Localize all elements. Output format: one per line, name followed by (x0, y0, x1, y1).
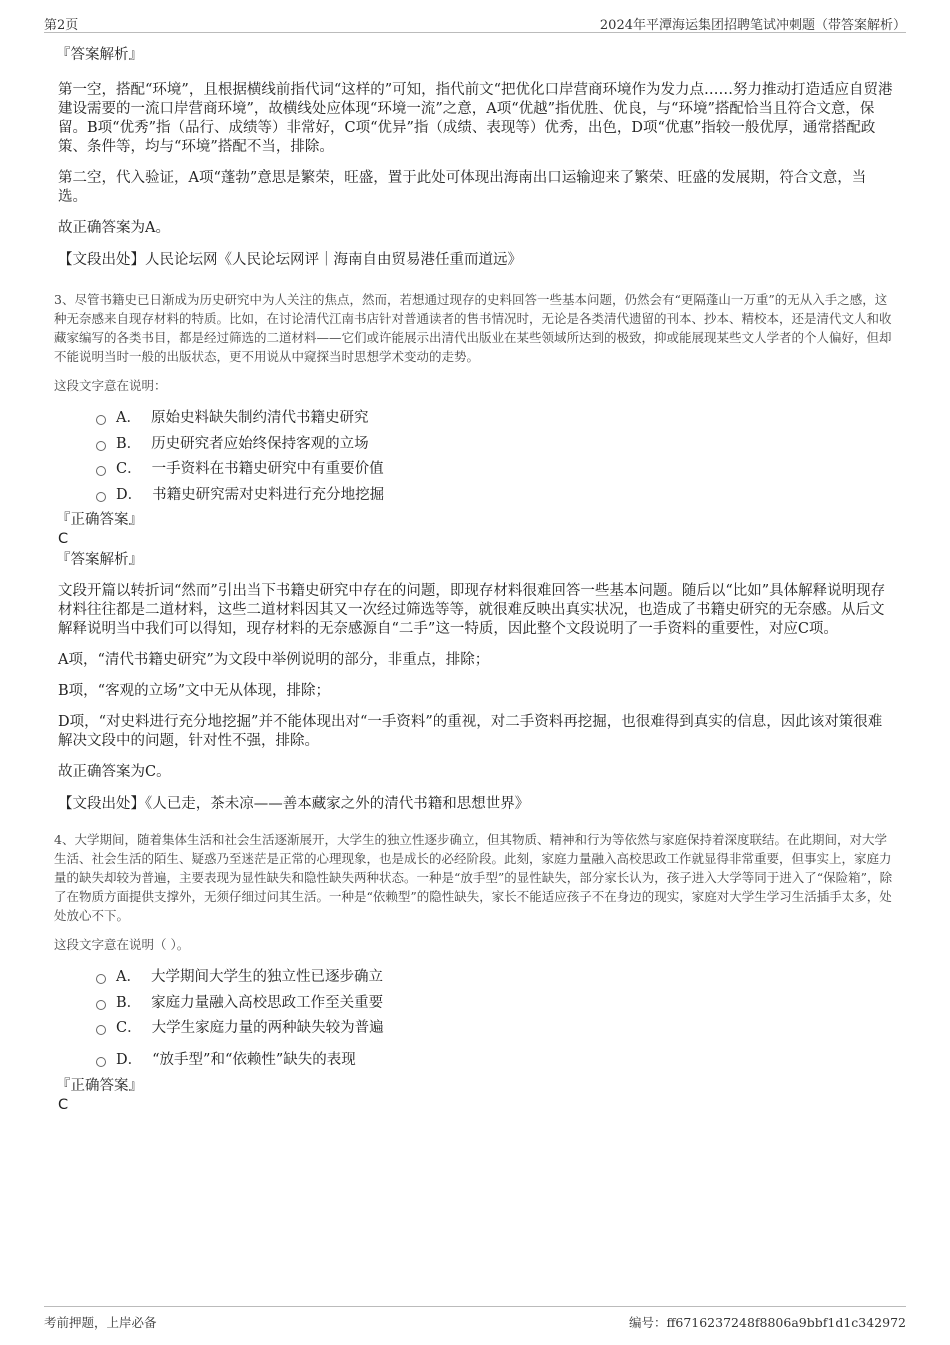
document-serial: 编号：ff6716237248f8806a9bbf1d1c342972 (628, 1315, 906, 1330)
option-b[interactable] (96, 993, 894, 1013)
analysis-paragraph: 故正确答案为C。 (58, 764, 171, 780)
question-4-text: 4、大学期间，随着集体生活和社会生活逐渐展开，大学生的独立性逐步确立，但其物质、精神和行为等依然与家庭保持着深度联结。在此期间，对大学生活、社会生活的陌生、疑惑乃至迷茫是正常的心理现象，也是成长的必经阶段。此刻，家庭力量融入高校思政工作就显得非常重要，但事实上，家庭力量的缺失却较为普遍，主要表现为显性缺失和隐性缺失两种状态。一种是“放手型”的显性缺失，部分家长认为，孩子进入大学等同于进入了“保险箱”，除了在物质方面提供支撑外，无须仔细过问其生活。一种是“依赖型”的隐性缺失，家长不能适应孩子不在身边的现实，家庭对大学生学习生活插手太多，处处放心不下。 (54, 832, 893, 923)
radio-icon[interactable] (96, 1000, 106, 1010)
option-letter: D． (116, 486, 143, 503)
question-3-prompt: 这段文字意在说明： (54, 378, 167, 393)
analysis-paragraph: 故正确答案为A。 (58, 220, 170, 236)
page-footer (44, 1306, 906, 1331)
option-c[interactable] (96, 459, 894, 479)
analysis-paragraph: A项，“清代书籍史研究”为文段中举例说明的部分，非重点，排除； (58, 652, 490, 668)
option-letter: C． (116, 461, 142, 477)
radio-icon[interactable] (96, 492, 106, 502)
analysis-heading: 『答案解析』 (56, 47, 143, 63)
option-text: 历史研究者应始终保持客观的立场 (151, 435, 369, 452)
analysis-paragraph: 第一空，搭配“环境”，且根据横线前指代词“这样的”可知，指代前文“把优化口岸营商环境作为发力点……努力推动打造适应自贸港建设需要的一流口岸营商环境”，故横线处应体现“环境一流”之意，A项“优越”指优胜、优良，与“环境”搭配恰当且符合文意，保留。B项“优秀”指（品行、成绩等）非常好，C项“优异”指（成绩、表现等）优秀，出色，D项“优惠”指较一般优厚，通常搭配政策、条件等，均与“环境”搭配不当，排除。 (58, 82, 893, 155)
question-4-options (96, 967, 894, 1070)
source-citation: 【文段出处】《人已走，茶未凉——善本藏家之外的清代书籍和思想世界》 (58, 796, 530, 812)
correct-answer-heading: 『正确答案』 (56, 1077, 143, 1094)
option-text: 原始史料缺失制约清代书籍史研究 (150, 410, 369, 426)
document-body (56, 45, 894, 1116)
option-text: “放手型”和“依赖性”缺失的表现 (152, 1052, 356, 1068)
radio-icon[interactable] (96, 1057, 106, 1067)
question-3-text: 3、尽管书籍史已日渐成为历史研究中为人关注的焦点，然而，若想通过现存的史料回答一些基本问题，仍然会有“更隔蓬山一万重”的无从入手之感，这种无奈感来自现存材料的特质。比如，在讨论清代江南书店针对普通读者的售书情况时，无论是各类清代遗留的刊本、抄本、精校本，还是清代文人和收藏家编写的各类书目，都是经过筛选的二道材料——它们或许能展示出清代出版业在某些领域所达到的极致，抑或能展现某些文人学者的个人偏好，但却不能说明当时一般的出版状态，更不用说从中窥探当时思想学术变动的走势。 (54, 292, 892, 364)
option-letter: B． (116, 994, 142, 1011)
page-number: 第2页 (44, 18, 79, 33)
option-text: 一手资料在书籍史研究中有重要价值 (151, 461, 384, 477)
option-letter: B． (116, 435, 142, 452)
correct-answer: C (58, 1096, 69, 1113)
correct-answer: C (58, 531, 69, 547)
option-b[interactable] (96, 434, 894, 454)
option-a[interactable] (96, 408, 894, 428)
option-d[interactable] (96, 1050, 894, 1070)
option-letter: D． (116, 1052, 143, 1068)
option-d[interactable] (96, 485, 894, 505)
analysis-paragraph: D项，“对史料进行充分地挖掘”并不能体现出对“一手资料”的重视，对二手资料再挖掘，也很难得到真实的信息，因此该对策很难解决文段中的问题，针对性不强，排除。 (58, 714, 883, 749)
correct-answer-heading: 『正确答案』 (56, 512, 143, 528)
radio-icon[interactable] (96, 466, 106, 476)
option-letter: C． (116, 1020, 142, 1036)
question-4-prompt: 这段文字意在说明（ ）。 (54, 937, 190, 952)
footer-slogan: 考前押题，上岸必备 (44, 1315, 157, 1330)
document-title: 2024年平潭海运集团招聘笔试冲刺题（带答案解析） (599, 18, 906, 33)
radio-icon[interactable] (96, 415, 106, 425)
source-citation: 【文段出处】人民论坛网《人民论坛网评｜海南自由贸易港任重而道远》 (58, 252, 522, 268)
analysis-heading: 『答案解析』 (56, 552, 143, 568)
option-a[interactable] (96, 967, 894, 987)
radio-icon[interactable] (96, 1025, 106, 1035)
radio-icon[interactable] (96, 974, 106, 984)
radio-icon[interactable] (96, 441, 106, 451)
option-letter: A． (116, 410, 141, 426)
question-3-options (96, 408, 894, 505)
option-text: 大学期间大学生的独立性已逐步确立 (150, 969, 383, 985)
option-c[interactable] (96, 1018, 894, 1038)
analysis-paragraph: 第二空，代入验证，A项“蓬勃”意思是繁荣，旺盛，置于此处可体现出海南出口运输迎来了繁荣、旺盛的发展期，符合文意，当选。 (58, 170, 867, 205)
analysis-paragraph: 文段开篇以转折词“然而”引出当下书籍史研究中存在的问题，即现存材料很难回答一些基本问题。随后以“比如”具体解释说明现存材料往往都是二道材料，这些二道材料因其又一次经过筛选等等，就很难反映出真实状况，也造成了书籍史研究的无奈感。从后文解释说明当中我们可以得知，现存材料的无奈感源自“二手”这一特质，因此整个文段说明了一手资料的重要性，对应C项。 (58, 583, 886, 637)
option-letter: A． (116, 969, 141, 985)
analysis-paragraph: B项，“客观的立场”文中无从体现，排除； (58, 683, 330, 699)
option-text: 书籍史研究需对史料进行充分地挖掘 (152, 486, 385, 503)
option-text: 家庭力量融入高校思政工作至关重要 (151, 994, 384, 1011)
option-text: 大学生家庭力量的两种缺失较为普遍 (151, 1020, 384, 1036)
page-header (44, 12, 906, 33)
